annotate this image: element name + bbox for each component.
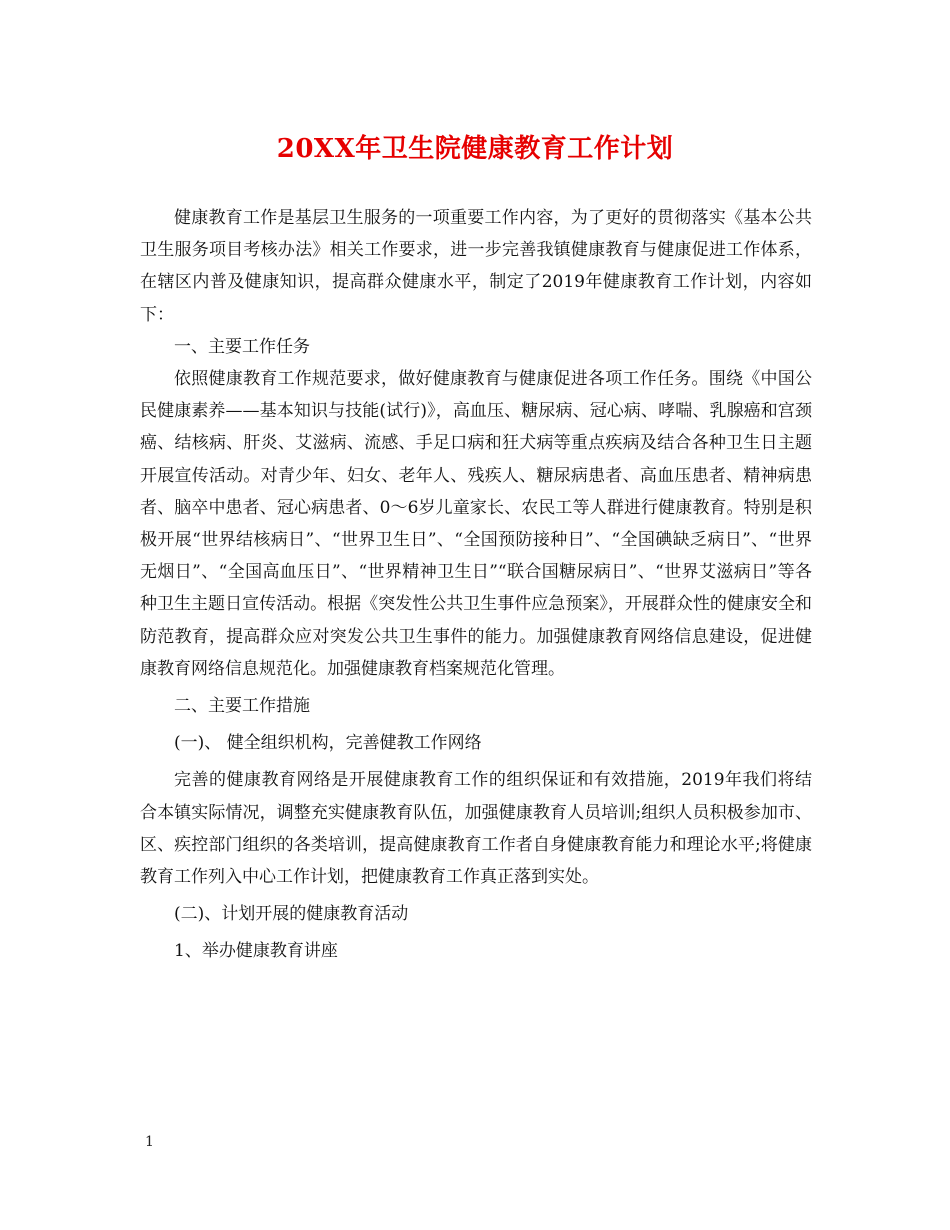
- section-heading-main-tasks: 一、主要工作任务: [174, 336, 310, 357]
- page-number: 1: [145, 1134, 154, 1150]
- document-body: [140, 202, 812, 968]
- section-heading-main-measures: 二、主要工作措施: [174, 696, 310, 717]
- intro-paragraph: 健康教育工作是基层卫生服务的一项重要工作内容，为了更好的贯彻落实《基本公共卫生服务项目考核办法》相关工作要求，进一步完善我镇健康教育与健康促进工作体系，在辖区内普及健康知识，提高群众健康水平，制定了2019年健康教育工作计划，内容如下：: [140, 208, 812, 325]
- list-item-lectures: 1、举办健康教育讲座: [174, 941, 338, 962]
- main-tasks-paragraph: 依照健康教育工作规范要求，做好健康教育与健康促进各项工作任务。围绕《中国公民健康素养——基本知识与技能(试行)》，高血压、糖尿病、冠心病、哮喘、乳腺癌和宫颈癌、结核病、肝炎、艾滋病、流感、手足口病和狂犬病等重点疾病及结合各种卫生日主题开展宣传活动。对青少年、妇女、老年人、残疾人、糖尿病患者、高血压患者、精神病患者、脑卒中患者、冠心病患者、0～6岁儿童家长、农民工等人群进行健康教育。特别是积极开展“世界结核病日”、“世界卫生日”、“全国预防接种日”、“全国碘缺乏病日”、“世界无烟日”、“全国高血压日”、“世界精神卫生日”“联合国糖尿病日”、“世界艾滋病日”等各种卫生主题日宣传活动。根据《突发性公共卫生事件应急预案》，开展群众性的健康安全和防范教育，提高群众应对突发公共卫生事件的能力。加强健康教育网络信息建设，促进健康教育网络信息规范化。加强健康教育档案规范化管理。: [140, 369, 812, 679]
- subsection-heading-organization: (一)、 健全组织机构，完善健教工作网络: [174, 733, 482, 754]
- organization-paragraph: 完善的健康教育网络是开展健康教育工作的组织保证和有效措施，2019年我们将结合本镇实际情况，调整充实健康教育队伍，加强健康教育人员培训;组织人员积极参加市、区、疾控部门组织的各类培训，提高健康教育工作者自身健康教育能力和理论水平;将健康教育工作列入中心工作计划，把健康教育工作真正落到实处。: [140, 770, 812, 888]
- subsection-heading-activities: (二)、计划开展的健康教育活动: [174, 904, 409, 925]
- document-title: 20XX年卫生院健康教育工作计划: [276, 134, 674, 164]
